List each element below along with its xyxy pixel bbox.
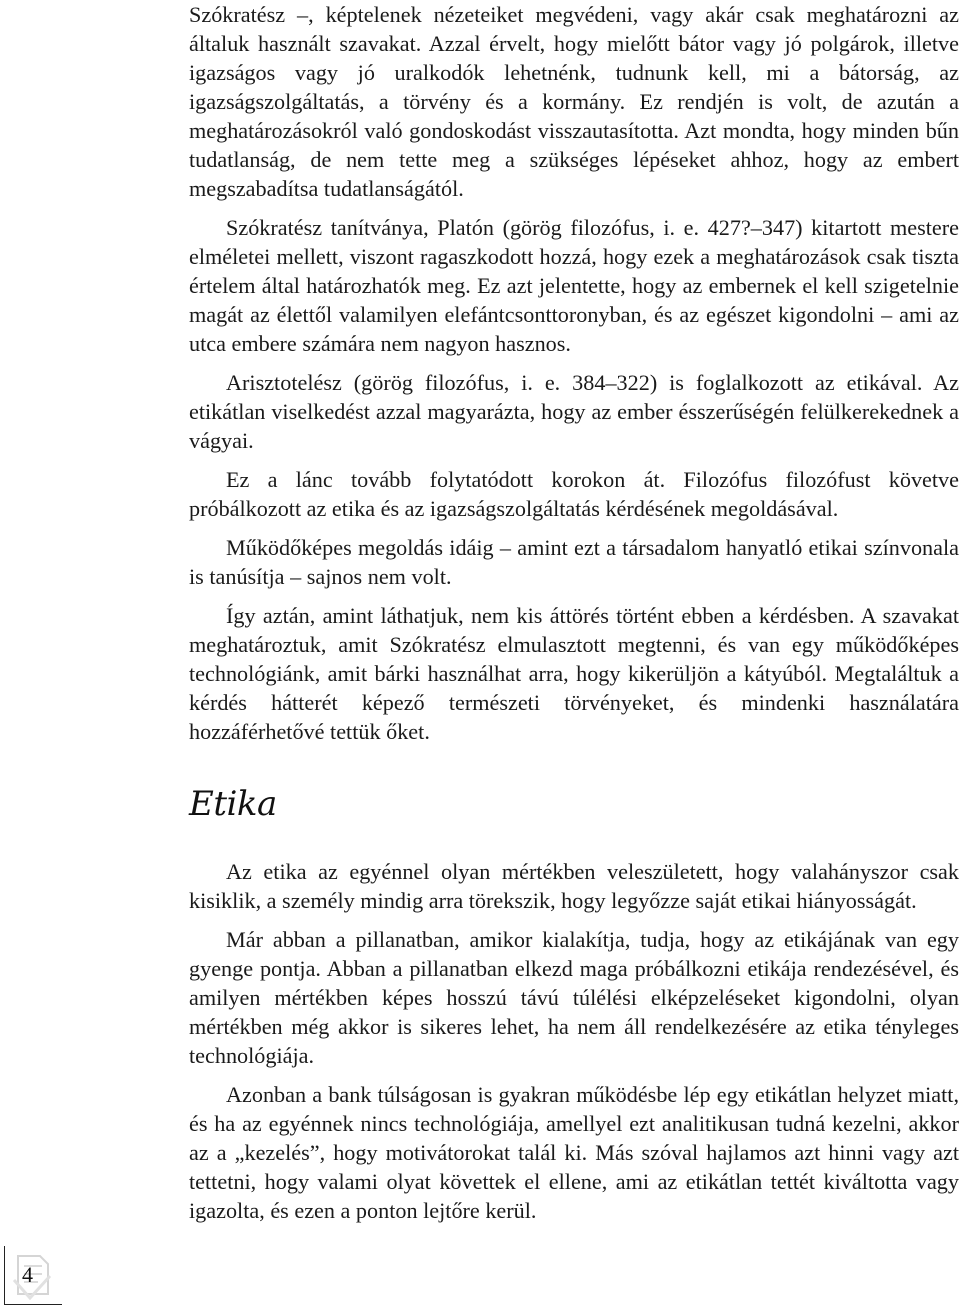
paragraph-breakthrough: Így aztán, amint láthatjuk, nem kis áttörés történt ebben a kérdésben. A szavakat meghatároztuk, amit Szókratész elmulasztott megtenni, és van egy működőképes technológiánk, amit bárki használhat arra, hogy kikerüljön a kátyúból. Megtaláltuk a kérdés hátterét képező természeti törvényeket, és mindenki használatára hozzáférhetővé tettük őket.: [189, 603, 959, 744]
paragraph-plato: Szókratész tanítványa, Platón (görög filozófus, i. e. 427?–347) kitartott mestere elméletei mellett, viszont ragaszkodott hozzá, hogy ezek a meghatározások csak tiszta értelem által határozhatók meg. Ez azt jelentette, hogy az embernek el kell szigetelnie magát az élettől valamilyen elefántcsonttoronyban, és az egészet kigondolni – ami az utca embere számára nem nagyon hasznos.: [189, 215, 959, 356]
footer-rule-vertical: [4, 1246, 5, 1304]
publisher-logo-icon: [10, 1250, 56, 1300]
paragraph-chain-continued: Ez a lánc tovább folytatódott korokon át. Filozófus filozófust követve próbálkozott az etika és az igazságszolgáltatás kérdésének megoldásával.: [189, 467, 959, 521]
section-etika-body: [189, 857, 959, 1225]
section-heading-etika: Etika: [189, 784, 277, 824]
paragraph-socrates-definitions: Szókratész –, képtelenek nézeteiket megvédeni, vagy akár csak meghatározni az általuk használt szavakat. Azzal érvelt, hogy mielőtt bátor vagy jó polgárok, illetve igazságos vagy jó uralkodók lehetnénk, tudnunk kell, mi a bátorság, az igazságszolgáltatás, a törvény és a kormány. Ez rendjén is volt, de azután a meghatározásokról való gondoskodást visszautasította. Azt mondta, hogy minden bűn tudatlanság, de nem tette meg a szükséges lépéseket ahhoz, hogy az embert megszabadítsa tudatlanságától.: [189, 2, 959, 201]
paragraph-ethics-innate: Az etika az egyénnel olyan mértékben veleszületett, hogy valahányszor csak kisiklik, a személy mindig arra törekszik, hogy legyőzze saját etikai hiányosságát.: [189, 859, 959, 913]
paragraph-weak-point: Már abban a pillanatban, amikor kialakítja, tudja, hogy az etikájának van egy gyenge pontja. Abban a pillanatban elkezd maga próbálkozni etikája rendezésével, és amilyen mértékben képes hosszú távú túlélési elképzeléseket kigondolni, olyan mértékben még akkor is sikeres lehet, ha nem áll rendelkezésére az etika tényleges technológiája.: [189, 927, 959, 1068]
page-number: 4: [22, 1262, 33, 1287]
page-body: [189, 0, 959, 1225]
footer-rule-horizontal: [4, 1304, 62, 1305]
paragraph-motivators: Azonban a bank túlságosan is gyakran működésbe lép egy etikátlan helyzet miatt, és ha az egyénnek nincs technológiája, amellyel ezt analitikusan tudná kezelni, akkor az a „kezelés”, hogy motivátorokat talál ki. Más szóval hajlamos azt hinni vagy azt tettetni, hogy valami olyat követtek el ellene, ami az etikátlan tettét kiváltotta vagy igazolta, és ezen a ponton lejtőre kerül.: [189, 1082, 959, 1223]
paragraph-no-workable-solution: Működőképes megoldás idáig – amint ezt a társadalom hanyatló etikai színvonala is tanúsítja – sajnos nem volt.: [189, 535, 959, 589]
paragraph-aristotle: Arisztotelész (görög filozófus, i. e. 384–322) is foglalkozott az etikával. Az etikátlan viselkedést azzal magyarázta, hogy az ember ésszerűségén felülkerekednek a vágyai.: [189, 370, 959, 453]
page-footer: [0, 1238, 62, 1308]
